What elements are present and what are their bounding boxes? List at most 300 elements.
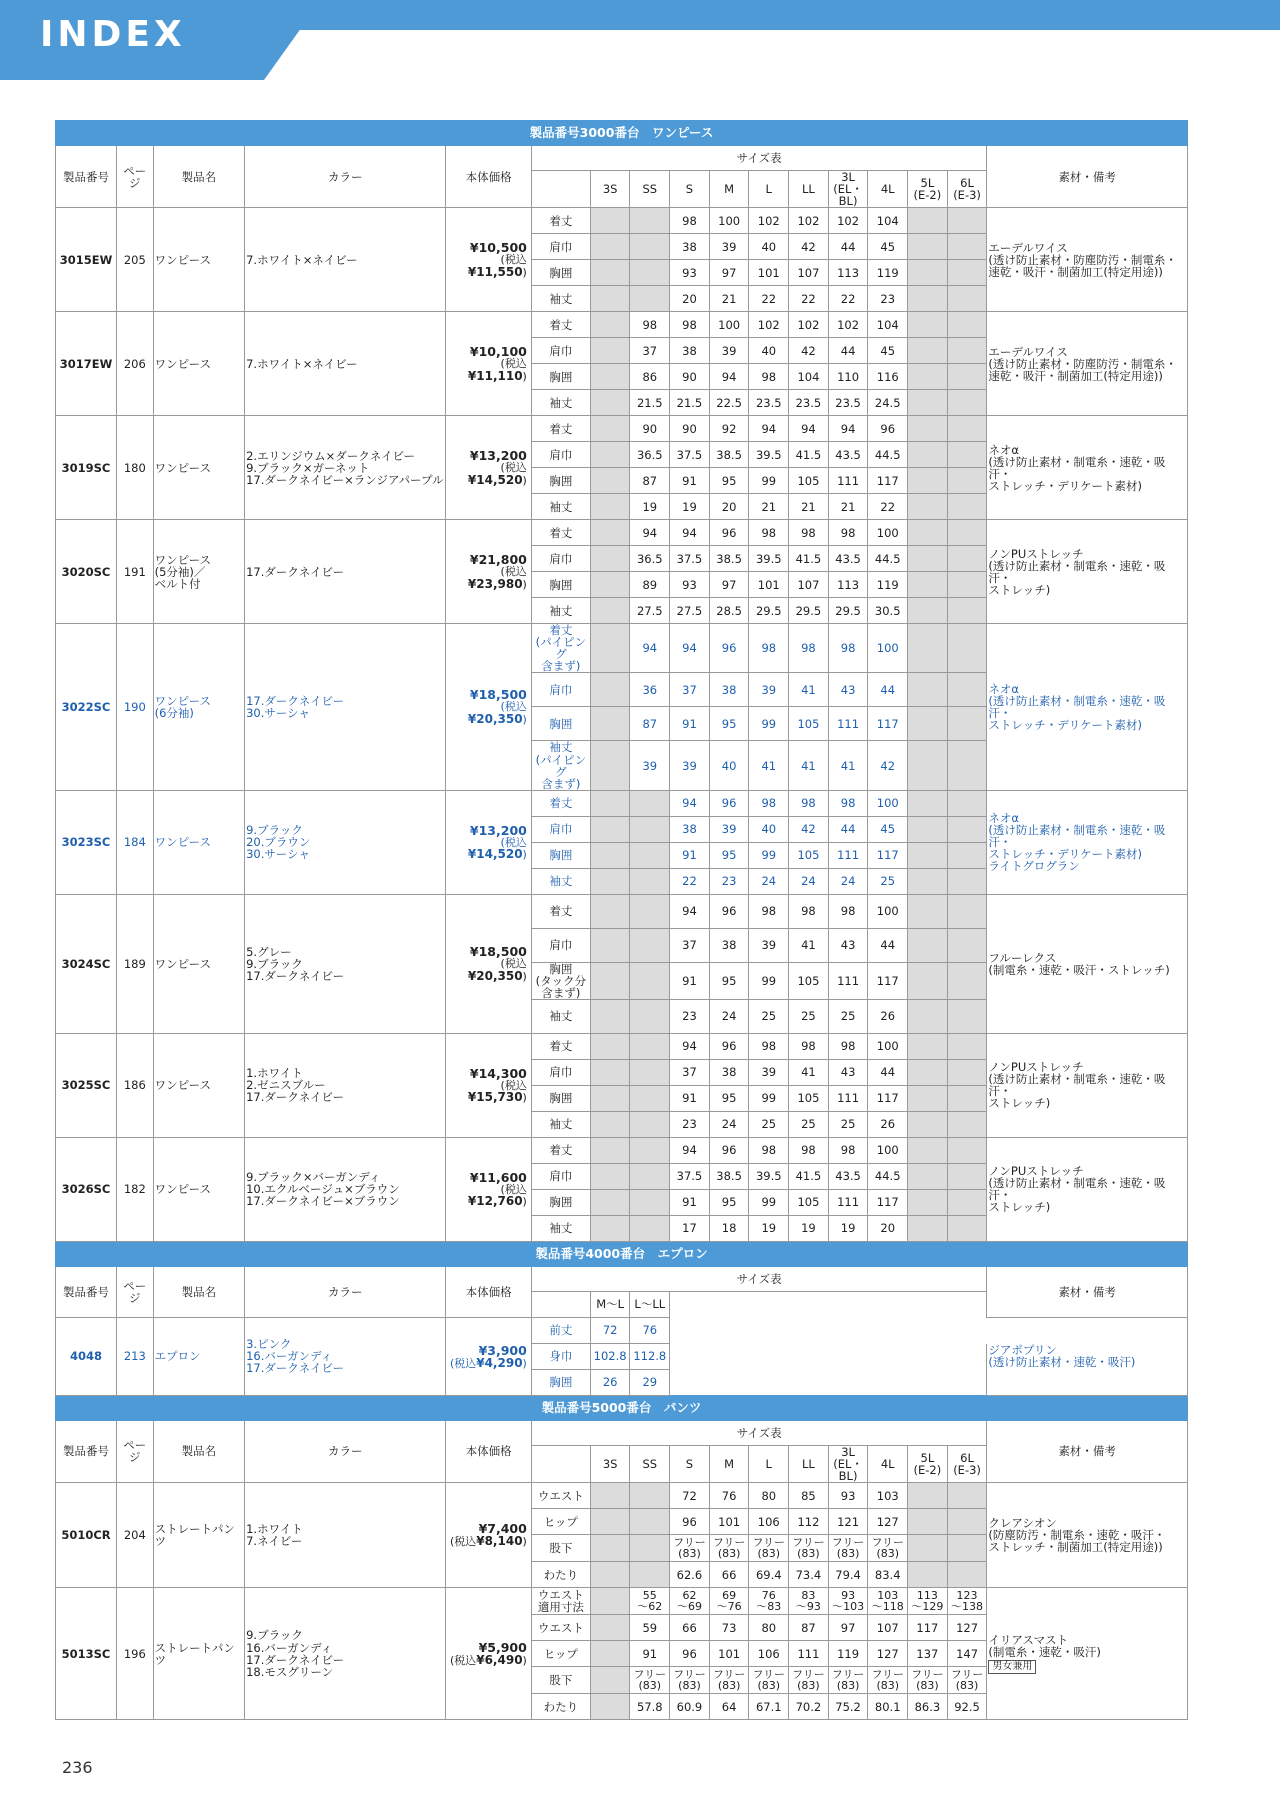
measure-value: 98 <box>828 1137 868 1163</box>
measure-value: 127 <box>868 1641 908 1667</box>
measure-value: 111 <box>828 962 868 999</box>
measure-value <box>590 1588 630 1615</box>
measure-value: 40 <box>709 741 749 790</box>
measure-value <box>947 928 987 962</box>
product-note: ネオα (透け防止素材・制電糸・速乾・吸汗・ ストレッチ・デリケート素材) <box>987 624 1188 791</box>
measure-value <box>630 999 670 1033</box>
size-column-header: SS <box>630 171 670 208</box>
measure-value: 96 <box>670 1509 710 1535</box>
price-tax-label: 税込 <box>454 1535 477 1549</box>
product-price <box>446 894 531 1033</box>
measure-value: 19 <box>670 494 710 520</box>
product-name: エプロン <box>153 1317 245 1395</box>
measure-value: 39 <box>749 1059 789 1085</box>
measure-value <box>947 1163 987 1189</box>
measure-value <box>947 364 987 390</box>
measure-label: 胸囲 <box>531 1085 590 1111</box>
product-name: ストレートパンツ <box>153 1588 245 1720</box>
measure-value: 22 <box>789 286 829 312</box>
measure-value <box>630 1535 670 1562</box>
measure-value: 44 <box>868 673 908 707</box>
measure-value: 98 <box>828 790 868 816</box>
section-title: 製品番号3000番台 ワンピース <box>56 121 1188 146</box>
table-row <box>56 1137 1188 1163</box>
measure-value <box>947 390 987 416</box>
measure-value: 96 <box>709 1033 749 1059</box>
product-note: ノンPUストレッチ (透け防止素材・制電糸・速乾・吸汗・ ストレッチ) <box>987 520 1188 624</box>
measure-value: 102 <box>828 208 868 234</box>
price-tax-label: 税込 <box>504 1078 527 1092</box>
size-blank <box>670 1291 987 1317</box>
product-price <box>446 312 531 416</box>
measure-value <box>590 1059 630 1085</box>
measure-value: 105 <box>789 1085 829 1111</box>
measure-value: 98 <box>749 624 789 673</box>
measure-value: 80 <box>749 1483 789 1509</box>
measure-value: 89 <box>630 572 670 598</box>
measure-label: 袖丈 <box>531 390 590 416</box>
price-tax: (税込¥11,550) <box>467 253 527 279</box>
table-row <box>56 1317 1188 1343</box>
size-column-header: 4L <box>868 171 908 208</box>
measure-value: 42 <box>789 234 829 260</box>
measure-value <box>908 1033 948 1059</box>
product-page: 184 <box>117 790 154 894</box>
size-blank <box>670 1343 987 1369</box>
measure-value: 38 <box>709 1059 749 1085</box>
index-banner <box>0 0 1280 80</box>
measure-value <box>590 707 630 741</box>
measure-value: 39 <box>709 338 749 364</box>
price-tax: (税込¥12,760) <box>467 1182 527 1209</box>
measure-value: 21 <box>749 494 789 520</box>
measure-value: 90 <box>670 416 710 442</box>
measure-label: 肩巾 <box>531 673 590 707</box>
product-name: ワンピース <box>153 208 245 312</box>
header-price: 本体価格 <box>446 1420 531 1482</box>
size-column-header: M <box>709 1445 749 1482</box>
product-code: 3020SC <box>56 520 117 624</box>
size-column-header: 3S <box>590 171 630 208</box>
measure-value: フリー (83) <box>749 1535 789 1562</box>
measure-value: 20 <box>670 286 710 312</box>
measure-value: 28.5 <box>709 598 749 624</box>
product-code: 3017EW <box>56 312 117 416</box>
measure-value: 39.5 <box>749 442 789 468</box>
measure-value: 30.5 <box>868 598 908 624</box>
measure-value <box>908 546 948 572</box>
price-tax: (税込¥14,520) <box>467 835 527 862</box>
measure-value: 99 <box>749 1189 789 1215</box>
measure-value: 107 <box>789 572 829 598</box>
measure-value <box>908 442 948 468</box>
measure-value <box>947 416 987 442</box>
header-name: 製品名 <box>153 146 245 208</box>
product-note: フルーレクス (制電糸・速乾・吸汗・ストレッチ) <box>987 894 1188 1033</box>
column-header-row <box>56 1266 1188 1291</box>
product-price <box>446 208 531 312</box>
measure-value: 23.5 <box>828 390 868 416</box>
product-code: 5010CR <box>56 1483 117 1588</box>
measure-value: 24 <box>789 868 829 894</box>
measure-value <box>590 234 630 260</box>
product-price <box>446 1483 531 1588</box>
measure-value: 21 <box>828 494 868 520</box>
price-tax-value: ¥23,980 <box>467 576 523 591</box>
product-colors: 5.グレー 9.ブラック 17.ダークネイビー <box>245 894 446 1033</box>
price-tax-value: ¥20,350 <box>467 968 523 983</box>
measure-value: フリー (83) <box>749 1667 789 1694</box>
measure-value: 104 <box>789 364 829 390</box>
measure-value <box>590 1694 630 1720</box>
measure-value: 100 <box>709 208 749 234</box>
measure-value <box>908 260 948 286</box>
product-colors: 17.ダークネイビー 30.サーシャ <box>245 624 446 791</box>
measure-value <box>947 1059 987 1085</box>
measure-value <box>590 312 630 338</box>
price-base: ¥13,200 <box>469 448 527 464</box>
measure-value: 44.5 <box>868 1163 908 1189</box>
measure-value <box>630 962 670 999</box>
product-note: クレアシオン (防塵防汚・制電糸・速乾・吸汗・ ストレッチ・制菌加工(特定用途)) <box>987 1483 1188 1588</box>
measure-value: 98 <box>828 894 868 928</box>
measure-value <box>630 928 670 962</box>
product-code: 4048 <box>56 1317 117 1395</box>
measure-label: 胸囲 <box>531 468 590 494</box>
measure-value <box>590 260 630 286</box>
measure-value <box>947 572 987 598</box>
measure-value <box>590 1033 630 1059</box>
measure-value: 111 <box>828 1085 868 1111</box>
measure-value: 41 <box>789 1059 829 1085</box>
measure-label: 肩巾 <box>531 442 590 468</box>
size-label-header <box>531 171 590 208</box>
measure-value: 101 <box>749 572 789 598</box>
price-tax: (税込¥20,350) <box>467 957 527 983</box>
measure-value: 100 <box>868 1137 908 1163</box>
measure-value: 111 <box>828 707 868 741</box>
measure-value: 22 <box>828 286 868 312</box>
measure-value <box>947 1137 987 1163</box>
measure-value: 105 <box>789 707 829 741</box>
product-price <box>446 790 531 894</box>
measure-value <box>947 1483 987 1509</box>
product-name: ワンピース <box>153 894 245 1033</box>
measure-value <box>947 741 987 790</box>
measure-value <box>947 1215 987 1241</box>
header-color: カラー <box>245 1266 446 1317</box>
table-row <box>56 1483 1188 1509</box>
measure-value <box>947 842 987 868</box>
measure-value: 90 <box>630 416 670 442</box>
measure-value: フリー (83) <box>789 1667 829 1694</box>
measure-value: 147 <box>947 1641 987 1667</box>
measure-value <box>947 894 987 928</box>
measure-label: 胸囲 <box>531 1189 590 1215</box>
measure-value: 98 <box>789 624 829 673</box>
price-base: ¥10,500 <box>469 240 527 256</box>
measure-label: 肩巾 <box>531 338 590 364</box>
measure-value: 93 ～103 <box>828 1588 868 1615</box>
measure-value: 44 <box>868 928 908 962</box>
column-header-row <box>56 1420 1188 1445</box>
measure-value <box>630 286 670 312</box>
measure-value <box>908 999 948 1033</box>
measure-value <box>947 1085 987 1111</box>
measure-value: 66 <box>670 1615 710 1641</box>
price-tax-value: ¥14,520 <box>467 847 523 862</box>
measure-label: 前丈 <box>531 1317 590 1343</box>
measure-value: 97 <box>828 1615 868 1641</box>
product-name: ワンピース <box>153 312 245 416</box>
price-tax-value: ¥12,760 <box>467 1194 523 1209</box>
price-tax-value: ¥4,290 <box>476 1355 523 1370</box>
measure-value <box>590 999 630 1033</box>
measure-value: 113 <box>828 260 868 286</box>
measure-value: 38 <box>709 673 749 707</box>
price-tax-label: 税込 <box>454 1653 477 1667</box>
measure-value: 117 <box>868 707 908 741</box>
measure-value <box>590 416 630 442</box>
measure-value <box>908 520 948 546</box>
measure-value: 64 <box>709 1694 749 1720</box>
measure-value <box>590 208 630 234</box>
measure-value: 94 <box>630 520 670 546</box>
table-row <box>56 312 1188 338</box>
measure-value: 100 <box>868 894 908 928</box>
header-note: 素材・備考 <box>987 146 1188 208</box>
measure-value <box>590 962 630 999</box>
measure-value: 94 <box>789 416 829 442</box>
price-tax: (税込¥20,350) <box>467 700 527 726</box>
measure-value: 99 <box>749 707 789 741</box>
measure-value: 87 <box>789 1615 829 1641</box>
measure-value: 21.5 <box>670 390 710 416</box>
measure-value <box>908 416 948 442</box>
price-tax-label: 税込 <box>504 957 527 971</box>
measure-value: 39 <box>749 928 789 962</box>
header-page: ページ <box>117 1420 154 1482</box>
measure-value <box>947 494 987 520</box>
price-base: ¥18,500 <box>469 687 527 703</box>
price-tax-value: ¥11,110 <box>467 368 523 383</box>
measure-value: 111 <box>828 1189 868 1215</box>
product-colors: 1.ホワイト 2.ゼニスブルー 17.ダークネイビー <box>245 1033 446 1137</box>
measure-value: 24 <box>709 999 749 1033</box>
product-colors: 9.ブラック 20.ブラウン 30.サーシャ <box>245 790 446 894</box>
product-colors: 7.ホワイト×ネイビー <box>245 208 446 312</box>
section-header <box>56 121 1188 146</box>
product-note: ノンPUストレッチ (透け防止素材・制電糸・速乾・吸汗・ ストレッチ) <box>987 1137 1188 1241</box>
measure-value: 44 <box>828 234 868 260</box>
price-base: ¥3,900 <box>478 1342 527 1358</box>
product-code: 5013SC <box>56 1588 117 1720</box>
measure-value <box>908 707 948 741</box>
section-title: 製品番号5000番台 パンツ <box>56 1395 1188 1420</box>
measure-value <box>908 816 948 842</box>
catalog-table <box>55 120 1188 1720</box>
product-page: 180 <box>117 416 154 520</box>
measure-value <box>630 260 670 286</box>
measure-value: 102 <box>789 208 829 234</box>
measure-label: 袖丈 (パイピング 含まず) <box>531 741 590 790</box>
product-name: ワンピース (5分袖)／ ベルト付 <box>153 520 245 624</box>
measure-value: 43 <box>828 1059 868 1085</box>
measure-label: 胸囲 <box>531 707 590 741</box>
measure-value: 106 <box>749 1509 789 1535</box>
measure-value: 26 <box>868 999 908 1033</box>
measure-value: 95 <box>709 707 749 741</box>
measure-value <box>630 234 670 260</box>
measure-value: 73.4 <box>789 1562 829 1588</box>
measure-label: ヒップ <box>531 1641 590 1667</box>
product-page: 186 <box>117 1033 154 1137</box>
measure-value: 98 <box>749 1137 789 1163</box>
header-size-table: サイズ表 <box>531 146 987 171</box>
measure-value: 20 <box>709 494 749 520</box>
price-tax-value: ¥11,550 <box>467 264 523 279</box>
measure-value <box>908 468 948 494</box>
measure-value <box>590 928 630 962</box>
measure-value <box>590 520 630 546</box>
measure-value: 80.1 <box>868 1694 908 1720</box>
product-name: ワンピース <box>153 1033 245 1137</box>
measure-value <box>590 468 630 494</box>
measure-value: 59 <box>630 1615 670 1641</box>
measure-value: 69.4 <box>749 1562 789 1588</box>
measure-value: 62.6 <box>670 1562 710 1588</box>
section-header <box>56 1395 1188 1420</box>
measure-value <box>908 286 948 312</box>
measure-label: ウエスト <box>531 1615 590 1641</box>
header-code: 製品番号 <box>56 146 117 208</box>
measure-value <box>947 312 987 338</box>
measure-value <box>590 1111 630 1137</box>
index-table <box>55 120 1188 1720</box>
index-title: INDEX <box>40 14 186 55</box>
measure-value: 23 <box>670 1111 710 1137</box>
measure-value: 37.5 <box>670 442 710 468</box>
measure-value <box>590 546 630 572</box>
product-code: 3024SC <box>56 894 117 1033</box>
measure-value: 22 <box>868 494 908 520</box>
product-note: ネオα (透け防止素材・制電糸・速乾・吸汗・ ストレッチ・デリケート素材) <box>987 416 1188 520</box>
measure-value: 39 <box>709 234 749 260</box>
measure-value: 105 <box>789 842 829 868</box>
measure-value: フリー (83) <box>868 1667 908 1694</box>
measure-value: 41 <box>828 741 868 790</box>
measure-value: 39 <box>749 673 789 707</box>
measure-value: 45 <box>868 338 908 364</box>
product-code: 3022SC <box>56 624 117 791</box>
measure-value: 87 <box>630 707 670 741</box>
measure-value: 22.5 <box>709 390 749 416</box>
measure-label: 肩巾 <box>531 1163 590 1189</box>
product-code: 3025SC <box>56 1033 117 1137</box>
product-price <box>446 520 531 624</box>
measure-value <box>947 260 987 286</box>
price-tax-value: ¥8,140 <box>476 1534 523 1549</box>
measure-value <box>947 1189 987 1215</box>
measure-value: 119 <box>828 1641 868 1667</box>
price-tax: (税込¥8,140) <box>449 1534 527 1549</box>
measure-value: 96 <box>868 416 908 442</box>
product-name: ワンピース (6分袖) <box>153 624 245 791</box>
measure-value <box>947 816 987 842</box>
measure-value: 41 <box>749 741 789 790</box>
measure-value: フリー (83) <box>670 1535 710 1562</box>
measure-value <box>630 842 670 868</box>
measure-value: 91 <box>630 1641 670 1667</box>
measure-value: 37 <box>670 1059 710 1085</box>
header-code: 製品番号 <box>56 1420 117 1482</box>
measure-value: 99 <box>749 962 789 999</box>
measure-value: 40 <box>749 338 789 364</box>
measure-value: 43 <box>828 928 868 962</box>
measure-value: 26 <box>590 1369 630 1395</box>
measure-value: 41.5 <box>789 1163 829 1189</box>
table-row <box>56 520 1188 546</box>
measure-value <box>590 816 630 842</box>
measure-value: 86 <box>630 364 670 390</box>
measure-value: 97 <box>709 260 749 286</box>
measure-value: 94 <box>670 1033 710 1059</box>
measure-value: 26 <box>868 1111 908 1137</box>
measure-value: 127 <box>868 1509 908 1535</box>
measure-value: 24 <box>709 1111 749 1137</box>
measure-value <box>947 1535 987 1562</box>
price-tax-label: 税込 <box>454 1356 477 1370</box>
measure-value <box>947 999 987 1033</box>
price-tax-value: ¥20,350 <box>467 711 523 726</box>
unisex-badge: 男女兼用 <box>988 1660 1036 1674</box>
measure-value <box>590 790 630 816</box>
measure-label: 肩巾 <box>531 816 590 842</box>
price-tax: (税込¥15,730) <box>467 1078 527 1105</box>
measure-value: 19 <box>828 1215 868 1241</box>
measure-value: 76 ～83 <box>749 1588 789 1615</box>
measure-value: 96 <box>709 520 749 546</box>
measure-value <box>630 1111 670 1137</box>
measure-label: わたり <box>531 1562 590 1588</box>
measure-value <box>630 1163 670 1189</box>
measure-value: 101 <box>709 1509 749 1535</box>
measure-value: 23.5 <box>789 390 829 416</box>
measure-value <box>908 494 948 520</box>
measure-value <box>590 1535 630 1562</box>
measure-value: 111 <box>828 842 868 868</box>
measure-value: フリー (83) <box>947 1667 987 1694</box>
measure-value: 110 <box>828 364 868 390</box>
measure-label: 肩巾 <box>531 1059 590 1085</box>
measure-value: 95 <box>709 1085 749 1111</box>
measure-value: 76 <box>709 1483 749 1509</box>
price-base: ¥7,400 <box>478 1521 527 1537</box>
measure-value <box>947 234 987 260</box>
measure-value: 44.5 <box>868 546 908 572</box>
measure-label: 着丈 (パイピング 含まず) <box>531 624 590 673</box>
product-price <box>446 416 531 520</box>
measure-value <box>630 208 670 234</box>
product-colors: 7.ホワイト×ネイビー <box>245 312 446 416</box>
measure-value: 98 <box>749 894 789 928</box>
measure-value: 45 <box>868 816 908 842</box>
measure-value: 40 <box>749 816 789 842</box>
header-note: 素材・備考 <box>987 1266 1188 1317</box>
price-base: ¥14,300 <box>469 1065 527 1081</box>
measure-value: 112 <box>789 1509 829 1535</box>
measure-value <box>908 1509 948 1535</box>
